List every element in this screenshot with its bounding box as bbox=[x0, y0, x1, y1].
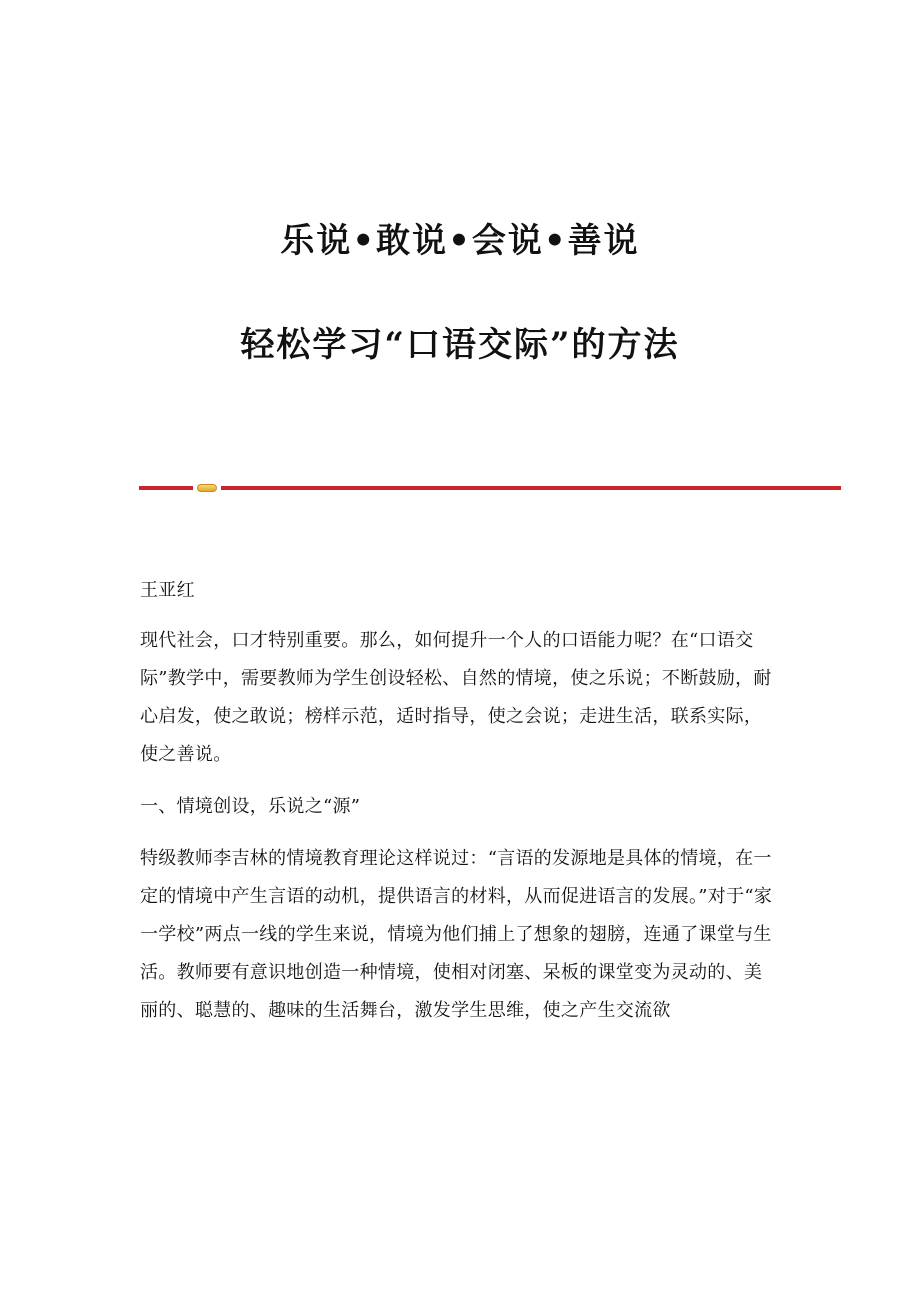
divider-bar-left bbox=[139, 486, 193, 490]
body-paragraph: 特级教师李吉林的情境教育理论这样说过：“言语的发源地是具体的情境，在一定的情境中产生言语的动机，提供语言的材料，从而促进语言的发展。”对于“家一学校”两点一线的学生来说，情境为他们捕上了想象的翅膀，连通了课堂与生活。教师要有意识地创造一种情境，使相对闭塞、呆板的课堂变为灵动的、美丽的、聪慧的、趣味的生活舞台，激发学生思维，使之产生交流欲 bbox=[140, 848, 773, 1021]
intro-paragraph: 现代社会，口才特别重要。那么，如何提升一个人的口语能力呢？在“口语交际”教学中，需要教师为学生创设轻松、自然的情境，使之乐说；不断鼓励，耐心启发，使之敢说；榜样示范，适时指导，使之会说；走进生活，联系实际，使之善说。 bbox=[140, 630, 772, 765]
divider-ornament-icon bbox=[197, 484, 217, 492]
article-body bbox=[140, 572, 780, 1044]
section-heading: 一、情境创设，乐说之“源” bbox=[140, 796, 361, 817]
author-name: 王亚红 bbox=[140, 580, 195, 601]
title-line-1: 乐说•敢说•会说•善说 bbox=[280, 221, 640, 261]
title-divider bbox=[139, 484, 841, 492]
title-line-2: 轻松学习“口语交际”的方法 bbox=[240, 325, 680, 365]
divider-bar-right bbox=[221, 486, 841, 490]
